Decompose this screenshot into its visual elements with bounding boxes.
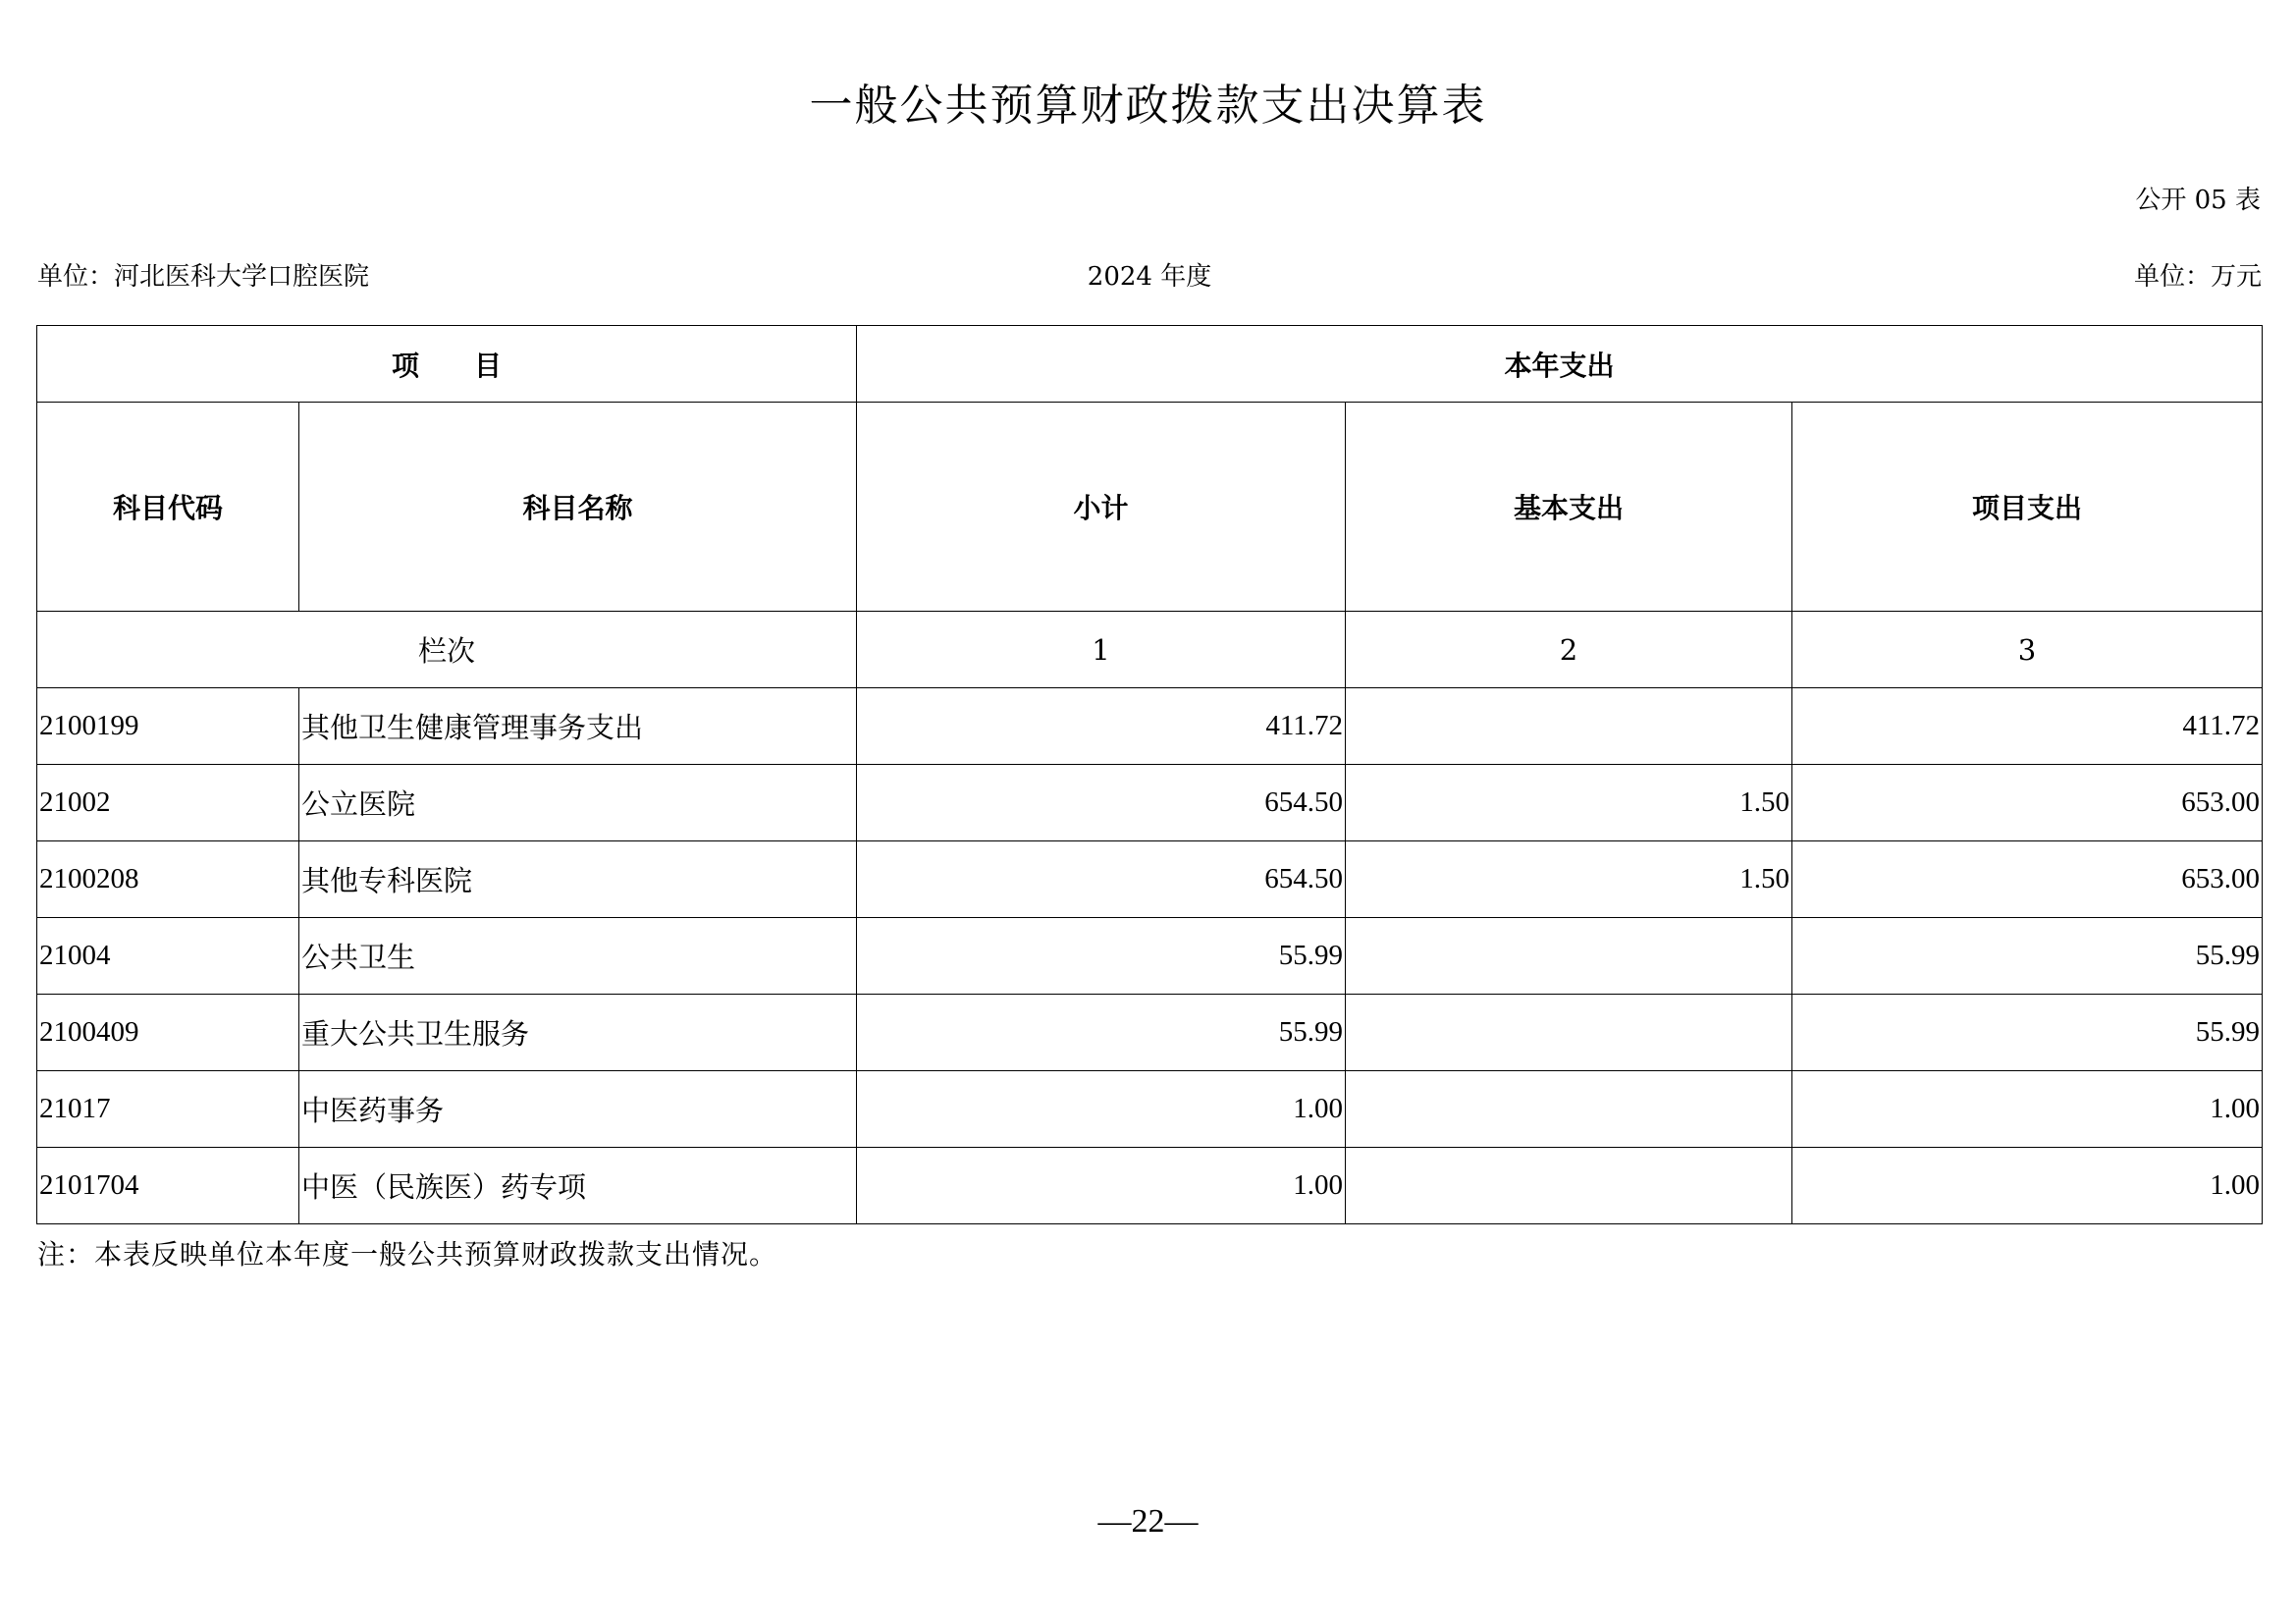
basic-value	[1346, 1071, 1792, 1148]
table-row	[37, 995, 2263, 1071]
project-value: 1.00	[1792, 1148, 2263, 1224]
column-index-3: 3	[1792, 612, 2263, 688]
project-value: 55.99	[1792, 995, 2263, 1071]
subject-name: 公立医院	[299, 765, 857, 841]
table-row	[37, 1071, 2263, 1148]
subject-name: 中医（民族医）药专项	[299, 1148, 857, 1224]
column-index-row	[37, 612, 2263, 688]
basic-value: 1.50	[1346, 841, 1792, 918]
project-value: 55.99	[1792, 918, 2263, 995]
subject-code: 21004	[37, 918, 299, 995]
basic-value	[1346, 1148, 1792, 1224]
subject-code: 2101704	[37, 1148, 299, 1224]
column-header-code: 科目代码	[37, 403, 299, 612]
subject-name: 其他专科医院	[299, 841, 857, 918]
column-header-basic: 基本支出	[1346, 403, 1792, 612]
table-note: 注：本表反映单位本年度一般公共预算财政拨款支出情况。	[37, 1238, 778, 1271]
subject-code: 21002	[37, 765, 299, 841]
column-index-1: 1	[857, 612, 1346, 688]
page-title: 一般公共预算财政拨款支出决算表	[809, 81, 1487, 131]
column-header-project: 项目支出	[1792, 403, 2263, 612]
table-row	[37, 688, 2263, 765]
currency-unit: 单位：万元	[2133, 262, 2262, 292]
header-expense: 本年支出	[857, 326, 2263, 403]
expenditure-table	[36, 325, 2263, 1224]
subtotal-value: 55.99	[857, 918, 1346, 995]
subject-code: 2100208	[37, 841, 299, 918]
subject-code: 2100199	[37, 688, 299, 765]
table-row	[37, 918, 2263, 995]
header-row-2	[37, 403, 2263, 612]
subtotal-value: 1.00	[857, 1071, 1346, 1148]
subject-name: 重大公共卫生服务	[299, 995, 857, 1071]
subject-code: 2100409	[37, 995, 299, 1071]
header-row-1	[37, 326, 2263, 403]
project-value: 653.00	[1792, 765, 2263, 841]
form-code: 公开 05 表	[2135, 186, 2261, 215]
subject-name: 公共卫生	[299, 918, 857, 995]
subject-name: 中医药事务	[299, 1071, 857, 1148]
unit-name: 单位：河北医科大学口腔医院	[37, 262, 370, 292]
project-value: 653.00	[1792, 841, 2263, 918]
fiscal-year: 2024 年度	[1087, 262, 1212, 292]
page-number: —22—	[1097, 1503, 1199, 1540]
header-item: 项 目	[37, 326, 857, 403]
basic-value	[1346, 918, 1792, 995]
table-row	[37, 765, 2263, 841]
subtotal-value: 411.72	[857, 688, 1346, 765]
subtotal-value: 1.00	[857, 1148, 1346, 1224]
column-header-name: 科目名称	[299, 403, 857, 612]
subject-name: 其他卫生健康管理事务支出	[299, 688, 857, 765]
subtotal-value: 55.99	[857, 995, 1346, 1071]
table-row	[37, 841, 2263, 918]
subject-code: 21017	[37, 1071, 299, 1148]
meta-row	[37, 257, 2262, 297]
table-row	[37, 1148, 2263, 1224]
basic-value	[1346, 688, 1792, 765]
basic-value	[1346, 995, 1792, 1071]
column-index-2: 2	[1346, 612, 1792, 688]
column-header-subtotal: 小计	[857, 403, 1346, 612]
project-value: 411.72	[1792, 688, 2263, 765]
basic-value: 1.50	[1346, 765, 1792, 841]
row-index-label: 栏次	[37, 612, 857, 688]
subtotal-value: 654.50	[857, 765, 1346, 841]
project-value: 1.00	[1792, 1071, 2263, 1148]
subtotal-value: 654.50	[857, 841, 1346, 918]
